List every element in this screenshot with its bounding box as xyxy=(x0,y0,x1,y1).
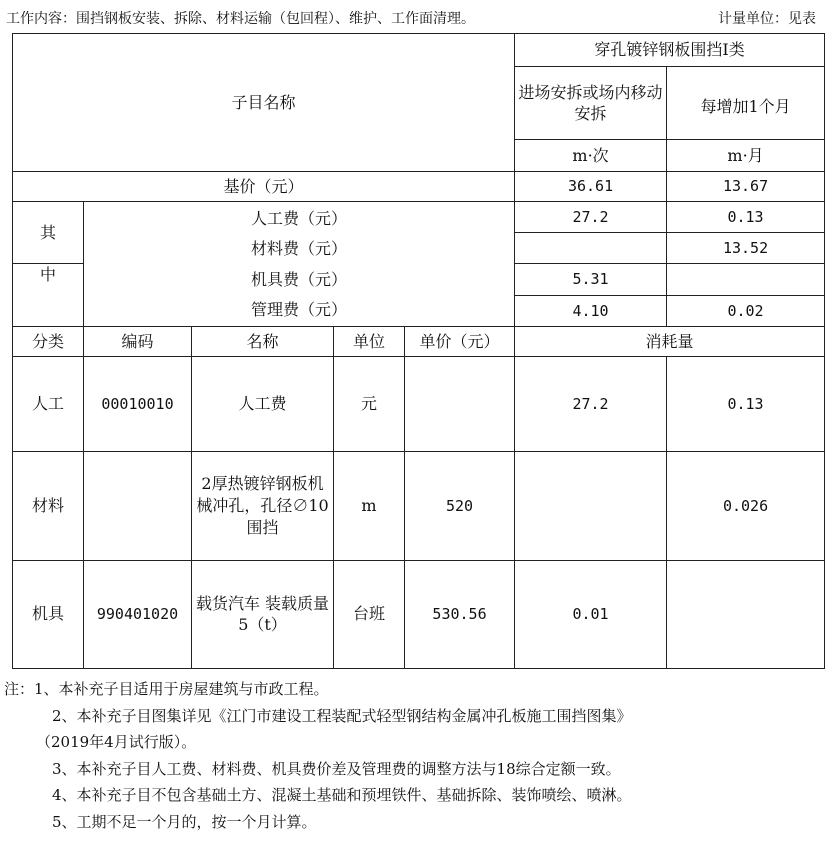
qizhong-bottom: 中 xyxy=(13,263,84,326)
material-1 xyxy=(515,233,667,263)
unit2: m·月 xyxy=(667,140,825,171)
row-category: 机具 xyxy=(13,560,84,668)
material-label: 材料费（元） xyxy=(251,238,348,258)
note-2: 2、本补充子目图集详见《江门市建设工程装配式轻型钢结构金属冲孔板施工围挡图集》 xyxy=(52,706,632,725)
header-price: 单价（元） xyxy=(405,326,515,356)
table-row xyxy=(13,452,825,560)
row-consumption-2 xyxy=(667,560,825,668)
cost-breakdown-labels xyxy=(84,202,515,327)
header-unit: 单位 xyxy=(334,326,405,356)
header-code: 编码 xyxy=(84,326,192,356)
header-category: 分类 xyxy=(13,326,84,356)
note-3: 3、本补充子目人工费、材料费、机具费价差及管理费的调整方法与18综合定额一致。 xyxy=(52,759,621,778)
unit1: m·次 xyxy=(515,140,667,171)
labor-1: 27.2 xyxy=(515,202,667,233)
row-unit: 元 xyxy=(334,357,405,452)
mgmt-label: 管理费（元） xyxy=(251,299,348,319)
note-1: 注：1、本补充子目适用于房屋建筑与市政工程。 xyxy=(4,680,329,698)
base-price-label: 基价（元） xyxy=(13,171,515,201)
table-row xyxy=(13,357,825,452)
detail-header-row xyxy=(13,326,825,356)
col2-header: 每增加1个月 xyxy=(667,67,825,140)
row-code: 990401020 xyxy=(84,560,192,668)
material-2: 13.52 xyxy=(667,233,825,263)
row-name: 人工费 xyxy=(192,357,334,452)
table-row xyxy=(13,560,825,668)
labor-label: 人工费（元） xyxy=(251,208,348,228)
row-price: 520 xyxy=(405,452,515,560)
mgmt-2: 0.02 xyxy=(667,296,825,326)
row-price: 530.56 xyxy=(405,560,515,668)
row-price xyxy=(405,357,515,452)
header-name: 名称 xyxy=(192,326,334,356)
note-4: 4、本补充子目不包含基础土方、混凝土基础和预埋铁件、基础拆除、装饰喷绘、喷淋。 xyxy=(52,786,632,804)
row-unit: m xyxy=(334,452,405,560)
row-category: 材料 xyxy=(13,452,84,560)
row-consumption-1: 0.01 xyxy=(515,560,667,668)
row-name: 载货汽车 装载质量5（t） xyxy=(192,560,334,668)
note-5: 5、工期不足一个月的，按一个月计算。 xyxy=(52,812,317,831)
row-consumption-1: 27.2 xyxy=(515,357,667,452)
row-code xyxy=(84,452,192,560)
labor-2: 0.13 xyxy=(667,202,825,233)
note-2-cont: （2019年4月试行版）。 xyxy=(36,733,197,751)
row-consumption-1 xyxy=(515,452,667,560)
item-type-header: 穿孔镀锌钢板围挡Ⅰ类 xyxy=(515,34,825,67)
work-content: 工作内容：围挡钢板安装、拆除、材料运输（包回程）、维护、工作面清理。 xyxy=(6,11,475,27)
page-header xyxy=(6,8,830,30)
quota-table xyxy=(12,33,825,669)
base-price-2: 13.67 xyxy=(667,171,825,201)
row-code: 00010010 xyxy=(84,357,192,452)
qizhong-top: 其 xyxy=(13,202,84,264)
col1-header: 进场安拆或场内移动安拆 xyxy=(515,67,667,140)
row-name: 2厚热镀锌钢板机械冲孔，孔径∅10围挡 xyxy=(192,452,334,560)
row-unit: 台班 xyxy=(334,560,405,668)
base-price-1: 36.61 xyxy=(515,171,667,201)
mgmt-1: 4.10 xyxy=(515,296,667,326)
machine-2 xyxy=(667,263,825,295)
measurement-unit: 计量单位：见表 xyxy=(718,11,816,27)
row-consumption-2: 0.026 xyxy=(667,452,825,560)
machine-label: 机具费（元） xyxy=(251,269,348,289)
row-consumption-2: 0.13 xyxy=(667,357,825,452)
subitem-name-header: 子目名称 xyxy=(13,34,515,172)
header-consumption: 消耗量 xyxy=(515,326,825,356)
machine-1: 5.31 xyxy=(515,263,667,295)
notes xyxy=(4,676,832,835)
row-category: 人工 xyxy=(13,357,84,452)
